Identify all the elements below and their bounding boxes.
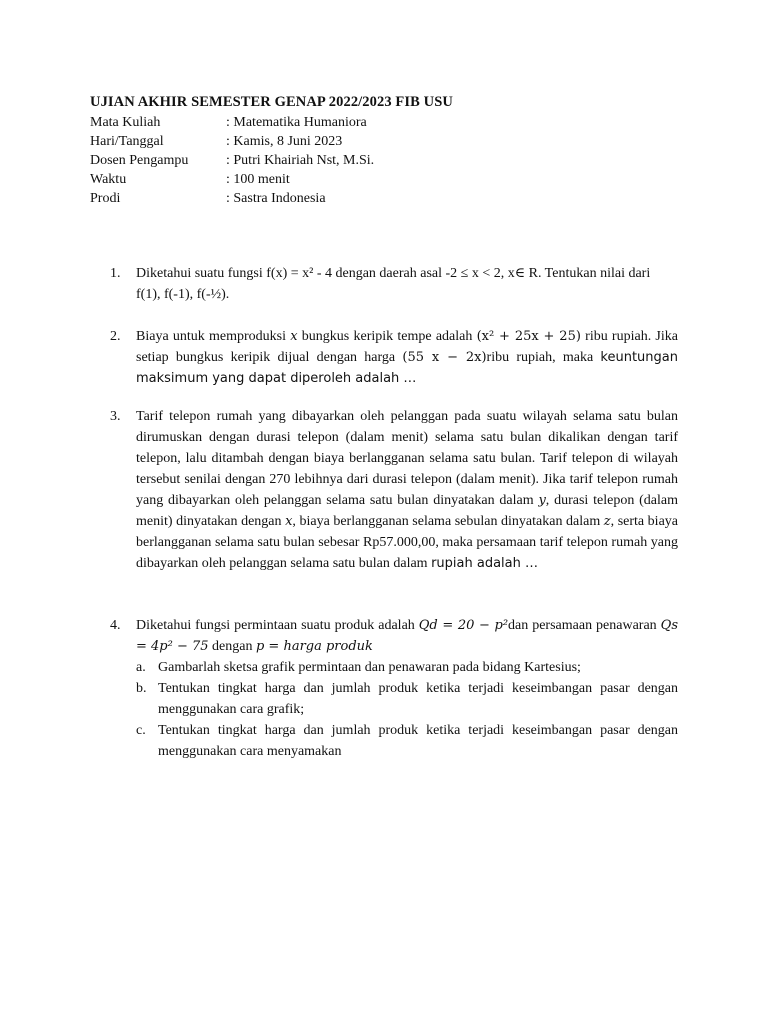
text-segment: , biaya berlangganan selama sebulan dinyatakan dalam (292, 514, 604, 529)
info-label: Waktu (90, 172, 127, 187)
question-text: Diketahui suatu fungsi f(x) = x² - 4 dengan daerah asal -2 ≤ x < 2, x∈ R. Tentukan nilai dari f(1), f(-1), f(-½). (136, 266, 651, 302)
subitem-b (136, 678, 678, 720)
exam-info-table (90, 113, 374, 208)
text-segment: , durasi telepon (dalam menit) dinyatakan dengan (136, 493, 678, 529)
math-expression: Qs = 4p² − 75 (136, 618, 678, 654)
info-value: : Putri Khairiah Nst, M.Si. (226, 153, 375, 168)
info-value: : Kamis, 8 Juni 2023 (226, 134, 343, 149)
text-segment: keuntungan maksimum yang dapat diperoleh adalah … (136, 350, 678, 386)
math-expression: Qd = 20 − p² (418, 618, 509, 633)
text-segment: rupiah adalah … (431, 556, 538, 571)
math-expression: (55 x − 2x) (402, 350, 487, 365)
info-row-date (90, 132, 374, 151)
math-variable: y (538, 493, 546, 508)
text-segment: dan persamaan penawaran (508, 618, 661, 633)
text-segment: Tarif telepon rumah yang dibayarkan oleh pelanggan pada suatu wilayah selama satu bulan dirumuskan dengan durasi telepon (dalam menit) selama satu bulan dikalikan dengan tarif telepon, lalu ditambah dengan biaya berlangganan selama satu bulan. Tarif telepon di wilayah tersebut senilai dengan 270 lebihnya dari durasi telepon (dalam menit). Jika tarif telepon rumah yang dibayarkan oleh pelanggan selama satu bulan dinyatakan dalam (136, 409, 678, 508)
info-value: : 100 menit (226, 172, 290, 187)
exam-title: UJIAN AKHIR SEMESTER GENAP 2022/2023 FIB USU (90, 94, 453, 110)
info-label: Mata Kuliah (90, 115, 161, 130)
text-segment: dengan (208, 639, 256, 654)
question-3 (110, 406, 678, 574)
math-variable: x (285, 514, 293, 529)
info-row-lecturer (90, 151, 374, 170)
math-variable: x (290, 329, 298, 344)
math-expression: p = harga produk (255, 639, 373, 654)
text-segment: ribu rupiah, maka (486, 350, 601, 365)
question-4 (110, 615, 678, 762)
subitem-label: c. (136, 723, 146, 738)
question-1 (110, 263, 678, 305)
question-number: 4. (110, 618, 121, 633)
subitem-text: Tentukan tingkat harga dan jumlah produk ketika terjadi keseimbangan pasar dengan menggunakan cara menyamakan (158, 723, 678, 759)
math-variable: z (603, 514, 611, 529)
subitem-label: b. (136, 681, 147, 696)
text-segment: Diketahui fungsi permintaan suatu produk adalah (136, 618, 419, 633)
info-label: Dosen Pengampu (90, 153, 189, 168)
subitem-label: a. (136, 660, 146, 675)
text-segment: ribu rupiah. Jika setiap bungkus keripik dijual dengan harga (136, 329, 678, 365)
question-number: 2. (110, 329, 121, 344)
info-label: Prodi (90, 191, 121, 206)
info-value: : Matematika Humaniora (226, 115, 367, 130)
text-segment: Biaya untuk memproduksi (136, 329, 291, 344)
subitem-a (136, 657, 678, 678)
info-row-course (90, 113, 374, 132)
info-row-duration (90, 170, 374, 189)
question-number: 1. (110, 266, 121, 281)
subitem-text: Tentukan tingkat harga dan jumlah produk ketika terjadi keseimbangan pasar dengan menggunakan cara grafik; (158, 681, 678, 717)
info-value: : Sastra Indonesia (226, 191, 326, 206)
question-2 (110, 326, 678, 389)
info-row-program (90, 189, 374, 208)
question-text (136, 615, 678, 657)
text-segment: bungkus keripik tempe adalah (297, 329, 477, 344)
subitem-text: Gambarlah sketsa grafik permintaan dan penawaran pada bidang Kartesius; (158, 660, 581, 675)
subitem-c (136, 720, 678, 762)
question-text (136, 326, 678, 389)
text-segment: , serta biaya berlangganan selama satu bulan sebesar Rp57.000,00, maka persamaan tarif telepon rumah yang dibayarkan oleh pelanggan selama satu bulan dalam (136, 514, 678, 571)
question-text (136, 406, 678, 574)
info-label: Hari/Tanggal (90, 134, 164, 149)
math-expression: (x² + 25x + 25) (476, 329, 581, 344)
question-number: 3. (110, 409, 121, 424)
